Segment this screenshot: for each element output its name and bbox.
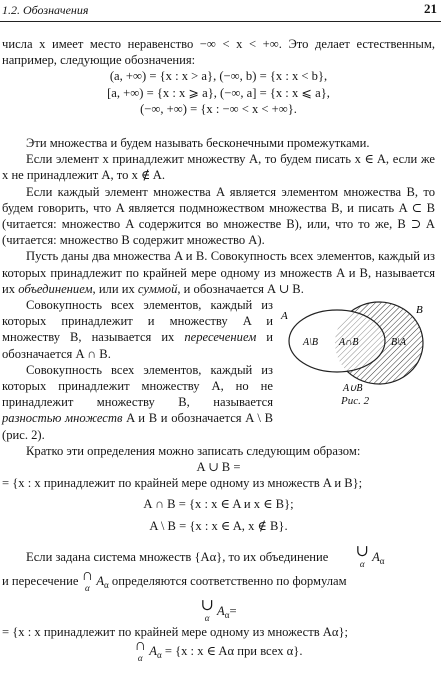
- set-system-paragraph-cont: и пересечение ∩ α $A_\alpha$ определяются соответственно по формулам: [2, 566, 347, 593]
- venn-figure: [279, 297, 435, 407]
- infinite-intervals-paragraph: Эти множества и будем называть бесконечными промежутками.: [26, 136, 370, 151]
- page-number: 21: [424, 1, 437, 16]
- term-sum: суммой: [137, 281, 178, 296]
- general-union-lhs: ∪ α $A_\alpha=$: [200, 596, 237, 623]
- page-body: [2, 36, 435, 664]
- intersection-paragraph: Совокупность всех элементов, каждый из которых принадлежит и множеству A и множеству B, называется их пересечением и обозначается A ∩ B.: [2, 298, 273, 361]
- general-union-rhs: = {x : x принадлежит по крайней мере одному из множеств Aα};: [2, 624, 349, 639]
- summary-paragraph: Кратко эти определения можно записать следующим образом:: [26, 443, 361, 458]
- term-intersection: пересечением: [184, 330, 257, 345]
- header-rule: [0, 21, 441, 22]
- interval-formula-3: (−∞, +∞) = {x : −∞ < x < +∞}.: [140, 101, 297, 116]
- intro-paragraph: числа x имеет место неравенство −∞ < x < +∞. Это делает естественным, например, следующие обозначения:: [2, 37, 435, 68]
- intersection-definition: A ∩ B = {x : x ∈ A и x ∈ B};: [143, 497, 294, 512]
- running-header: 1.2. Обозначения: [2, 3, 89, 17]
- venn-diagram: [279, 297, 435, 395]
- term-union: объединением: [18, 281, 93, 296]
- difference-definition: A \ B = {x : x ∈ A, x ∉ B}.: [149, 518, 288, 533]
- region-b-minus-a: B\A: [391, 337, 406, 349]
- label-b: B: [416, 304, 423, 317]
- union-operator: ∪ α: [355, 542, 369, 569]
- region-a-minus-b: A\B: [303, 337, 318, 349]
- interval-formula-1: (a, +∞) = {x : x > a}, (−∞, b) = {x : x < b},: [109, 69, 328, 84]
- label-a: A: [281, 310, 288, 323]
- region-a-cap-b: A∩B: [339, 337, 359, 349]
- term-difference: разностью множеств: [2, 411, 123, 426]
- subset-paragraph: Если каждый элемент множества A является элементом множества B, то будем говорить, что A является подмножеством множества B, и писать A ⊂ B (читается: множество A содержится во множестве B), или, что то же, B ⊃ A (читается: множество B содержит множество A).: [2, 184, 435, 248]
- union-paragraph: Пусть даны два множества A и B. Совокупность всех элементов, каждый из которых принадлежит по крайней мере одному из множеств A и B, называется их объединением, или их суммой, и обозначается A ∪ B.: [2, 249, 435, 296]
- region-a-cup-b: A∪B: [343, 383, 363, 395]
- set-system-paragraph: Если задана система множеств {Aα}, то их объединение ∪ α $A_\alpha$: [26, 542, 385, 569]
- difference-paragraph: Совокупность всех элементов, каждый из которых принадлежит множеству A, но не принадлежит множеству B, называется разностью множеств A и B и обозначается A \ B (рис. 2).: [2, 362, 274, 442]
- general-intersection: ∩ α $A_\alpha = \{x$ : x ∈ Aα при всех α}.: [134, 637, 303, 664]
- membership-paragraph: Если элемент x принадлежит множеству A, то будем писать x ∈ A, если же x не принадлежит A, то x ∉ A.: [2, 152, 435, 183]
- intersection-operator: ∩ α: [81, 566, 94, 593]
- union-definition-rhs: = {x : x принадлежит по крайней мере одному из множеств A и B};: [2, 476, 363, 491]
- figure-caption: Рис. 2: [341, 395, 370, 408]
- union-definition-lhs: A ∪ B =: [196, 460, 241, 475]
- interval-formula-2: [a, +∞) = {x : x ⩾ a}, (−∞, a] = {x : x ⩽ a},: [107, 85, 330, 100]
